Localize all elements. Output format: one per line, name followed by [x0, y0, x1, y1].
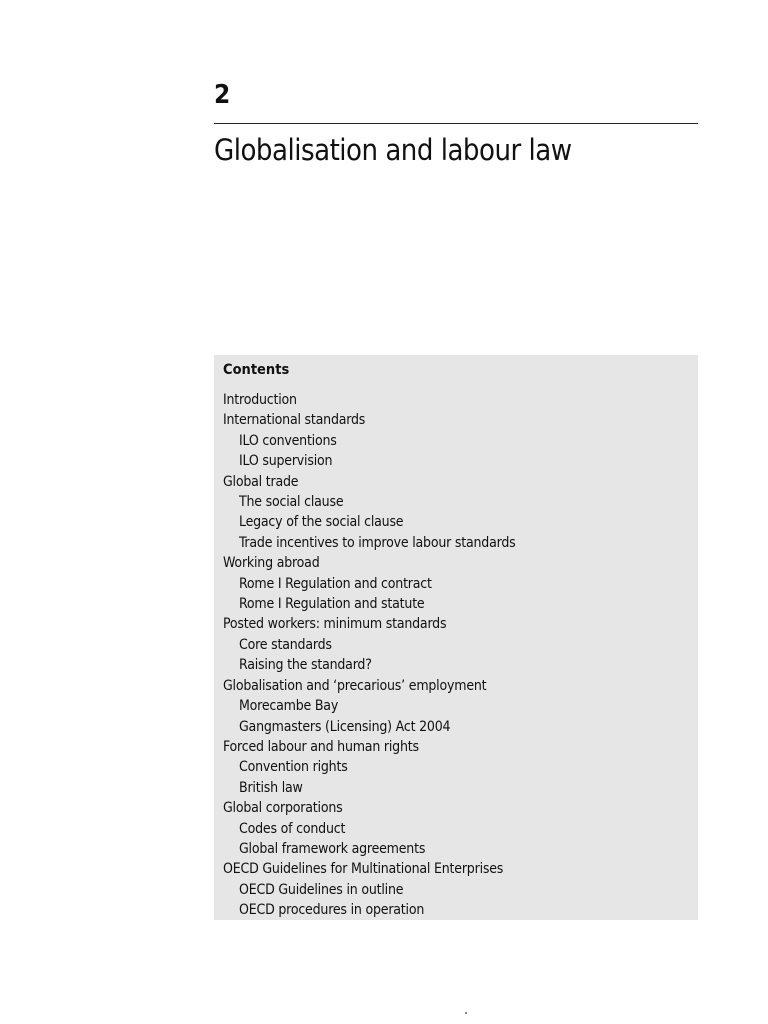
contents-section-item: Forced labour and human rights — [223, 738, 419, 755]
chapter-title: Globalisation and labour law — [214, 133, 572, 167]
contents-subsection-item: Core standards — [239, 636, 332, 653]
contents-subsection-item: Legacy of the social clause — [239, 514, 404, 531]
contents-subsection-item: OECD procedures in operation — [239, 902, 425, 919]
contents-subsection-item: Codes of conduct — [239, 820, 346, 837]
contents-section-item: International standards — [223, 412, 366, 429]
contents-subsection-item: ILO conventions — [239, 432, 337, 449]
contents-section-item: Global corporations — [223, 800, 343, 817]
contents-subsection-item: ILO supervision — [239, 453, 333, 470]
contents-box — [214, 355, 698, 920]
contents-subsection-item: Gangmasters (Licensing) Act 2004 — [239, 718, 451, 735]
contents-section-item: Working abroad — [223, 555, 320, 572]
contents-section-item: Globalisation and ‘precarious’ employment — [223, 677, 487, 694]
contents-subsection-item: British law — [239, 779, 303, 796]
contents-subsection-item: Trade incentives to improve labour standards — [239, 534, 516, 551]
contents-section-item: Global trade — [223, 473, 299, 490]
chapter-rule — [214, 123, 698, 124]
contents-subsection-item: OECD Guidelines in outline — [239, 881, 404, 898]
contents-subsection-item: Convention rights — [239, 759, 348, 776]
contents-section-item: Introduction — [223, 392, 297, 408]
contents-subsection-item: Morecambe Bay — [239, 698, 339, 715]
contents-subsection-item: Rome I Regulation and contract — [239, 575, 432, 592]
contents-subsection-item: The social clause — [239, 494, 344, 511]
chapter-number: 2 — [214, 80, 231, 110]
contents-list — [223, 390, 689, 921]
contents-section-item: OECD Guidelines for Multinational Enterprises — [223, 861, 504, 878]
contents-subsection-item: Global framework agreements — [239, 840, 426, 857]
contents-heading: Contents — [223, 362, 290, 378]
contents-section-item: Posted workers: minimum standards — [223, 616, 447, 633]
contents-subsection-item: Raising the standard? — [239, 657, 372, 674]
page-mark — [465, 1012, 467, 1014]
contents-subsection-item: Rome I Regulation and statute — [239, 596, 425, 613]
